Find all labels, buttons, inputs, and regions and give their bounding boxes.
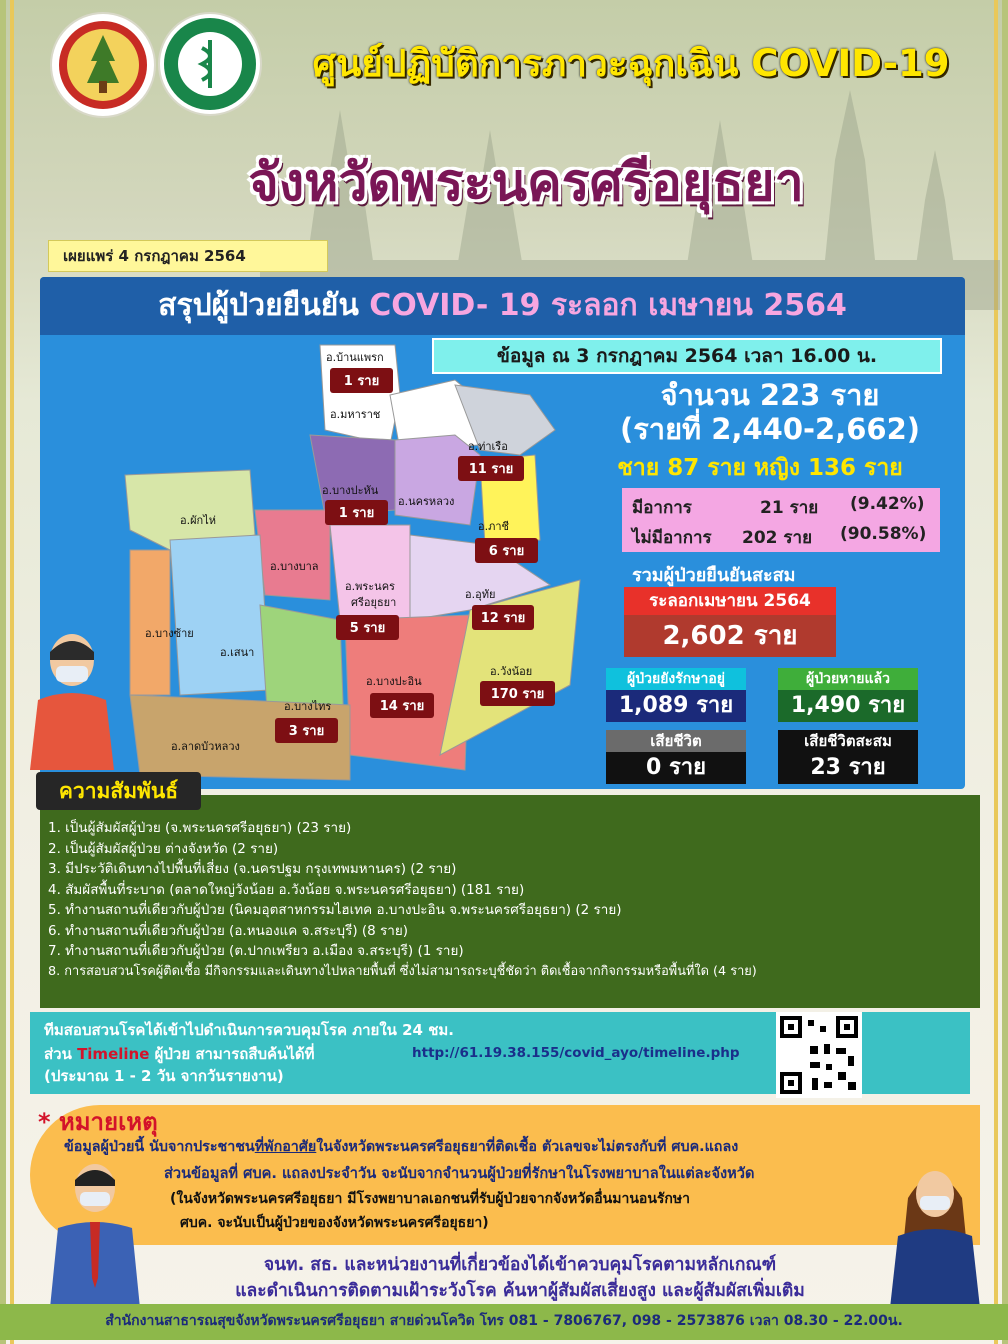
note-line1-c: ในจังหวัดพระนครศรีอยุธยาที่ติดเชื้อ ตัวเลขจะไม่ตรงกับที่ ศบค.แถลง xyxy=(316,1139,739,1155)
ministry-emblem-icon xyxy=(162,16,258,112)
seal-icon xyxy=(57,19,149,111)
district-label-nakhon-luang: อ.นครหลวง xyxy=(398,495,455,508)
case-count-bang-sai-2: 3 ราย xyxy=(275,718,338,743)
summary-title-prefix: สรุปผู้ป่วยยืนยัน xyxy=(158,288,370,323)
left-border-stripe-2 xyxy=(10,0,14,1344)
timeline-line2 xyxy=(44,1042,315,1066)
summary-title-highlight: COVID- 19 ระลอก เมษายน 2564 xyxy=(369,288,847,323)
right-border-stripe xyxy=(1002,0,1008,1344)
note-line1-b: ที่พักอาศัย xyxy=(254,1139,317,1155)
cumulative-value: 2,602 ราย xyxy=(624,615,836,657)
no-symptom-percent: (90.58%) xyxy=(840,524,927,544)
district-label-tha-ruea: อ.ท่าเรือ xyxy=(468,440,508,453)
timeline-line3: (ประมาณ 1 - 2 วัน จากวันรายงาน) xyxy=(44,1067,284,1085)
as-of-date: ข้อมูล ณ 3 กรกฎาคม 2564 เวลา 16.00 น. xyxy=(432,338,942,374)
timeline-highlight: Timeline xyxy=(77,1045,150,1063)
treating-value: 1,089 ราย xyxy=(606,690,746,722)
case-count-bang-pa-in: 14 ราย xyxy=(370,693,434,718)
district-label-wang-noi: อ.วังน้อย xyxy=(490,665,533,678)
district-label-phra-nakhon: อ.พระนคร xyxy=(345,580,395,593)
case-count-wang-noi: 170 ราย xyxy=(480,681,555,706)
no-symptom-label: ไม่มีอาการ xyxy=(632,528,712,548)
qr-code-icon xyxy=(780,1016,858,1094)
relation-item-3: 3. มีประวัติเดินทางไปพื้นที่เสี่ยง (จ.นครปฐม กรุงเทพมหานคร) (2 ราย) xyxy=(48,861,457,877)
district-label-bang-sai-1: อ.บางซ้าย xyxy=(145,627,194,640)
district-label-lat-bua-luang: อ.ลาดบัวหลวง xyxy=(171,740,240,753)
cumulative-title: รวมผู้ป่วยยืนยันสะสม xyxy=(632,565,796,586)
timeline-url-link[interactable]: http://61.19.38.155/covid_ayo/timeline.php xyxy=(412,1045,740,1061)
recovered-value: 1,490 ราย xyxy=(778,690,918,722)
symptom-label: มีอาการ xyxy=(632,498,692,518)
district-label-sena: อ.เสนา xyxy=(220,646,255,659)
district-label-bang-sai-2: อ.บางไทร xyxy=(284,700,332,713)
death-cumulative-value: 23 ราย xyxy=(778,752,918,784)
publish-date: เผยแพร่ 4 กรกฎาคม 2564 xyxy=(48,240,328,272)
district-label-ban-phraek: อ.บ้านแพรก xyxy=(326,351,384,364)
death-cumulative-label: เสียชีวิตสะสม xyxy=(778,730,918,752)
person-illustration-left xyxy=(20,630,125,770)
footer-contact: สำนักงานสาธารณสุขจังหวัดพระนครศรีอยุธยา สายด่วนโควิด โทร 081 - 7806767, 098 - 2573876 เวลา 08.30 - 22.00น. xyxy=(105,1313,903,1329)
case-count-phachi: 6 ราย xyxy=(475,538,538,563)
no-symptom-count: 202 ราย xyxy=(742,528,813,548)
qr-code[interactable] xyxy=(776,1012,862,1098)
ministry-logo xyxy=(160,14,260,114)
relation-item-1: 1. เป็นผู้สัมผัสผู้ป่วย (จ.พระนครศรีอยุธยา) (23 ราย) xyxy=(48,820,352,836)
relation-item-2: 2. เป็นผู้สัมผัสผู้ป่วย ต่างจังหวัด (2 ราย) xyxy=(48,840,279,857)
case-count-phra-nakhon: 5 ราย xyxy=(336,615,399,640)
left-border-stripe xyxy=(0,0,6,1344)
district-label-bang-ban: อ.บางบาล xyxy=(270,560,319,573)
note-line1-a: ข้อมูลผู้ป่วยนี้ นับจากประชาชน xyxy=(64,1139,255,1155)
district-label-bang-pa-in: อ.บางปะอิน xyxy=(366,675,422,688)
timeline-line2-suffix: ผู้ป่วย สามารถสืบค้นได้ที่ xyxy=(149,1045,315,1063)
symptom-count: 21 ราย xyxy=(760,498,819,518)
cumulative-subtitle: ระลอกเมษายน 2564 xyxy=(624,587,836,615)
district-label-phachi: อ.ภาชี xyxy=(478,520,509,533)
recovered-label: ผู้ป่วยหายแล้ว xyxy=(778,668,918,690)
case-range: (รายที่ 2,440-2,662) xyxy=(619,412,921,446)
district-label-phra-nakhon-2: ศรีอยุธยา xyxy=(351,596,397,609)
district-label-bang-pahan: อ.บางปะหัน xyxy=(322,484,379,497)
note-line1 xyxy=(64,1136,738,1158)
symptom-percent: (9.42%) xyxy=(850,494,925,514)
case-count-bang-pahan: 1 ราย xyxy=(325,500,388,525)
treating-label: ผู้ป่วยยังรักษาอยู่ xyxy=(606,668,746,690)
header-title: ศูนย์ปฏิบัติการภาวะฉุกเฉิน COVID-19 xyxy=(312,42,950,85)
note-title: * หมายเหตุ xyxy=(38,1108,158,1136)
provincial-seal-logo xyxy=(52,14,154,116)
case-count-tha-ruea: 11 ราย xyxy=(458,456,524,481)
timeline-line2-prefix: ส่วน xyxy=(44,1045,78,1063)
footer-line2: และดำเนินการติดตามเฝ้าระวังโรค ค้นหาผู้สัมผัสเสี่ยงสูง และผู้สัมผัสเพิ่มเติม xyxy=(235,1281,805,1301)
note-line3: (ในจังหวัดพระนครศรีอยุธยา มีโรงพยาบาลเอกชนที่รับผู้ป่วยจากจังหวัดอื่นมานอนรักษา xyxy=(170,1191,690,1207)
summary-title xyxy=(40,277,965,335)
relation-item-6: 6. ทำงานสถานที่เดียวกับผู้ป่วย (อ.หนองแค จ.สระบุรี) (8 ราย) xyxy=(48,922,409,939)
district-label-phak-hai: อ.ผักไห่ xyxy=(180,514,216,527)
case-count-total: จำนวน 223 ราย xyxy=(660,378,880,412)
district-label-uthai: อ.อุทัย xyxy=(465,588,496,601)
relation-item-8: 8. การสอบสวนโรคผู้ติดเชื้อ มีกิจกรรมและเดินทางไปหลายพื้นที่ ซึ่งไม่สามารถระบุชี้ชัดว่า ติดเชื้อจากกิจกรรมหรือพื้นที่ใด (4 ราย) xyxy=(48,963,757,979)
relation-item-5: 5. ทำงานสถานที่เดียวกับผู้ป่วย (นิคมอุตสาหกรรมไฮเทค อ.บางปะอิน จ.พระนครศรีอยุธยา) (2 ราย) xyxy=(48,902,622,918)
district-label-maharat: อ.มหาราช xyxy=(330,408,381,421)
case-count-uthai: 12 ราย xyxy=(472,605,534,630)
note-line2: ส่วนข้อมูลที่ ศบค. แถลงประจำวัน จะนับจากจำนวนผู้ป่วยที่รักษาในโรงพยาบาลในแต่ละจังหวัด xyxy=(164,1165,755,1182)
note-line4: ศบค. จะนับเป็นผู้ป่วยของจังหวัดพระนครศรีอยุธยา) xyxy=(180,1215,489,1231)
gender-breakdown: ชาย 87 ราย หญิง 136 ราย xyxy=(617,455,903,481)
timeline-line1: ทีมสอบสวนโรคได้เข้าไปดำเนินการควบคุมโรค ภายใน 24 ชม. xyxy=(44,1021,454,1039)
relations-list xyxy=(48,818,968,982)
death-label: เสียชีวิต xyxy=(606,730,746,752)
case-count-ban-phraek: 1 ราย xyxy=(330,368,393,393)
relation-item-7: 7. ทำงานสถานที่เดียวกับผู้ป่วย (ต.ปากเพรียว อ.เมือง จ.สระบุรี) (1 ราย) xyxy=(48,943,464,959)
summary-title-bar xyxy=(40,277,965,335)
province-title: จังหวัดพระนครศรีอยุธยา xyxy=(248,153,804,213)
footer-line1: จนท. สธ. และหน่วยงานที่เกี่ยวข้องได้เข้าควบคุมโรคตามหลักเกณฑ์ xyxy=(263,1255,777,1275)
death-value: 0 ราย xyxy=(606,752,746,784)
relations-title: ความสัมพันธ์ xyxy=(36,772,201,810)
relation-item-4: 4. สัมผัสพื้นที่ระบาด (ตลาดใหญ่วังน้อย อ.วังน้อย จ.พระนครศรีอยุธยา) (181 ราย) xyxy=(48,881,525,898)
